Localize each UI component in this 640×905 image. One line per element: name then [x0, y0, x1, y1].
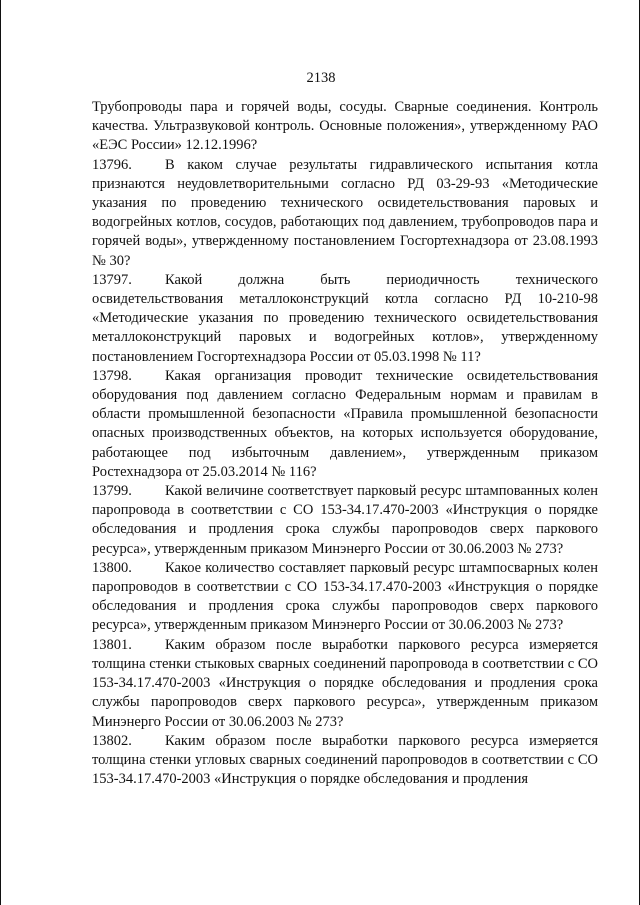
question-number: 13801.: [92, 636, 132, 653]
question-number: 13796.: [92, 156, 132, 173]
question-item: [92, 732, 598, 790]
question-item: [92, 482, 598, 559]
question-number: 13800.: [92, 559, 132, 576]
continuation-paragraph: Трубопроводы пара и горячей воды, сосуды. Сварные соединения. Контроль качества. Ультразвуковой контроль. Основные положения», утвержденному РАО «ЕЭС России» 12.12.1996?: [92, 99, 598, 154]
question-item: [92, 271, 598, 367]
question-text: Какое количество составляет парковый ресурс штампосварных колен паропроводов в соответствии с СО 153-34.17.470-2003 «Инструкция о порядке обследования и продления срока службы паропроводов сверх паркового ресурса», утвержденным приказом Минэнерго России от 30.06.2003 № 273?: [92, 559, 598, 634]
question-item: [92, 636, 598, 732]
question-text: Какой величине соответствует парковый ресурс штампованных колен паропровода в соответствии с СО 153-34.17.470-2003 «Инструкция о порядке обследования и продления срока службы паропроводов сверх паркового ресурса», утвержденным приказом Минэнерго России от 30.06.2003 № 273?: [92, 483, 598, 557]
question-item: [92, 156, 598, 271]
question-text: Каким образом после выработки паркового ресурса измеряется толщина стенки стыковых сварных соединений паропровода в соответствии с СО 153-34.17.470-2003 «Инструкция о порядке обследования и продления срока службы паропроводов сверх паркового ресурса», утвержденным приказом Минэнерго России от 30.06.2003 № 273?: [92, 636, 598, 730]
question-number: 13798.: [92, 367, 132, 384]
question-number: 13802.: [92, 732, 132, 749]
question-number: 13799.: [92, 483, 132, 500]
page-content: [92, 98, 598, 789]
page-number: 2138: [306, 70, 336, 86]
question-text: Каким образом после выработки паркового ресурса измеряется толщина стенки угловых сварных соединений паропроводов в соответствии с СО 153-34.17.470-2003 «Инструкция о порядке обследования и продления: [92, 732, 598, 788]
question-item: [92, 367, 598, 482]
question-text: Какой должна быть периодичность технического освидетельствования металлоконструкций котла согласно РД 10-210-98 «Методические указания по проведению технического освидетельствования металлоконструкций паровых и водогрейных котлов», утвержденному постановлением Госгортехнадзора России от 05.03.1998 № 11?: [92, 271, 598, 365]
question-number: 13797.: [92, 271, 132, 288]
question-text: Какая организация проводит технические освидетельствования оборудования под давлением согласно Федеральным нормам и правилам в области промышленной безопасности «Правила промышленной безопасности опасных производственных объектов, на которых используется оборудование, работающее под избыточным давлением», утвержденным приказом Ростехнадзора от 25.03.2014 № 116?: [92, 367, 598, 480]
question-item: [92, 559, 598, 636]
question-text: В каком случае результаты гидравлического испытания котла признаются неудовлетворительными согласно РД 03-29-93 «Методические указания по проведению технического освидетельствования паровых и водогрейных котлов, сосудов, работающих под давлением, трубопроводов пара и горячей воды», утвержденному постановлением Госгортехнадзора от 23.08.1993 № 30?: [92, 156, 598, 269]
